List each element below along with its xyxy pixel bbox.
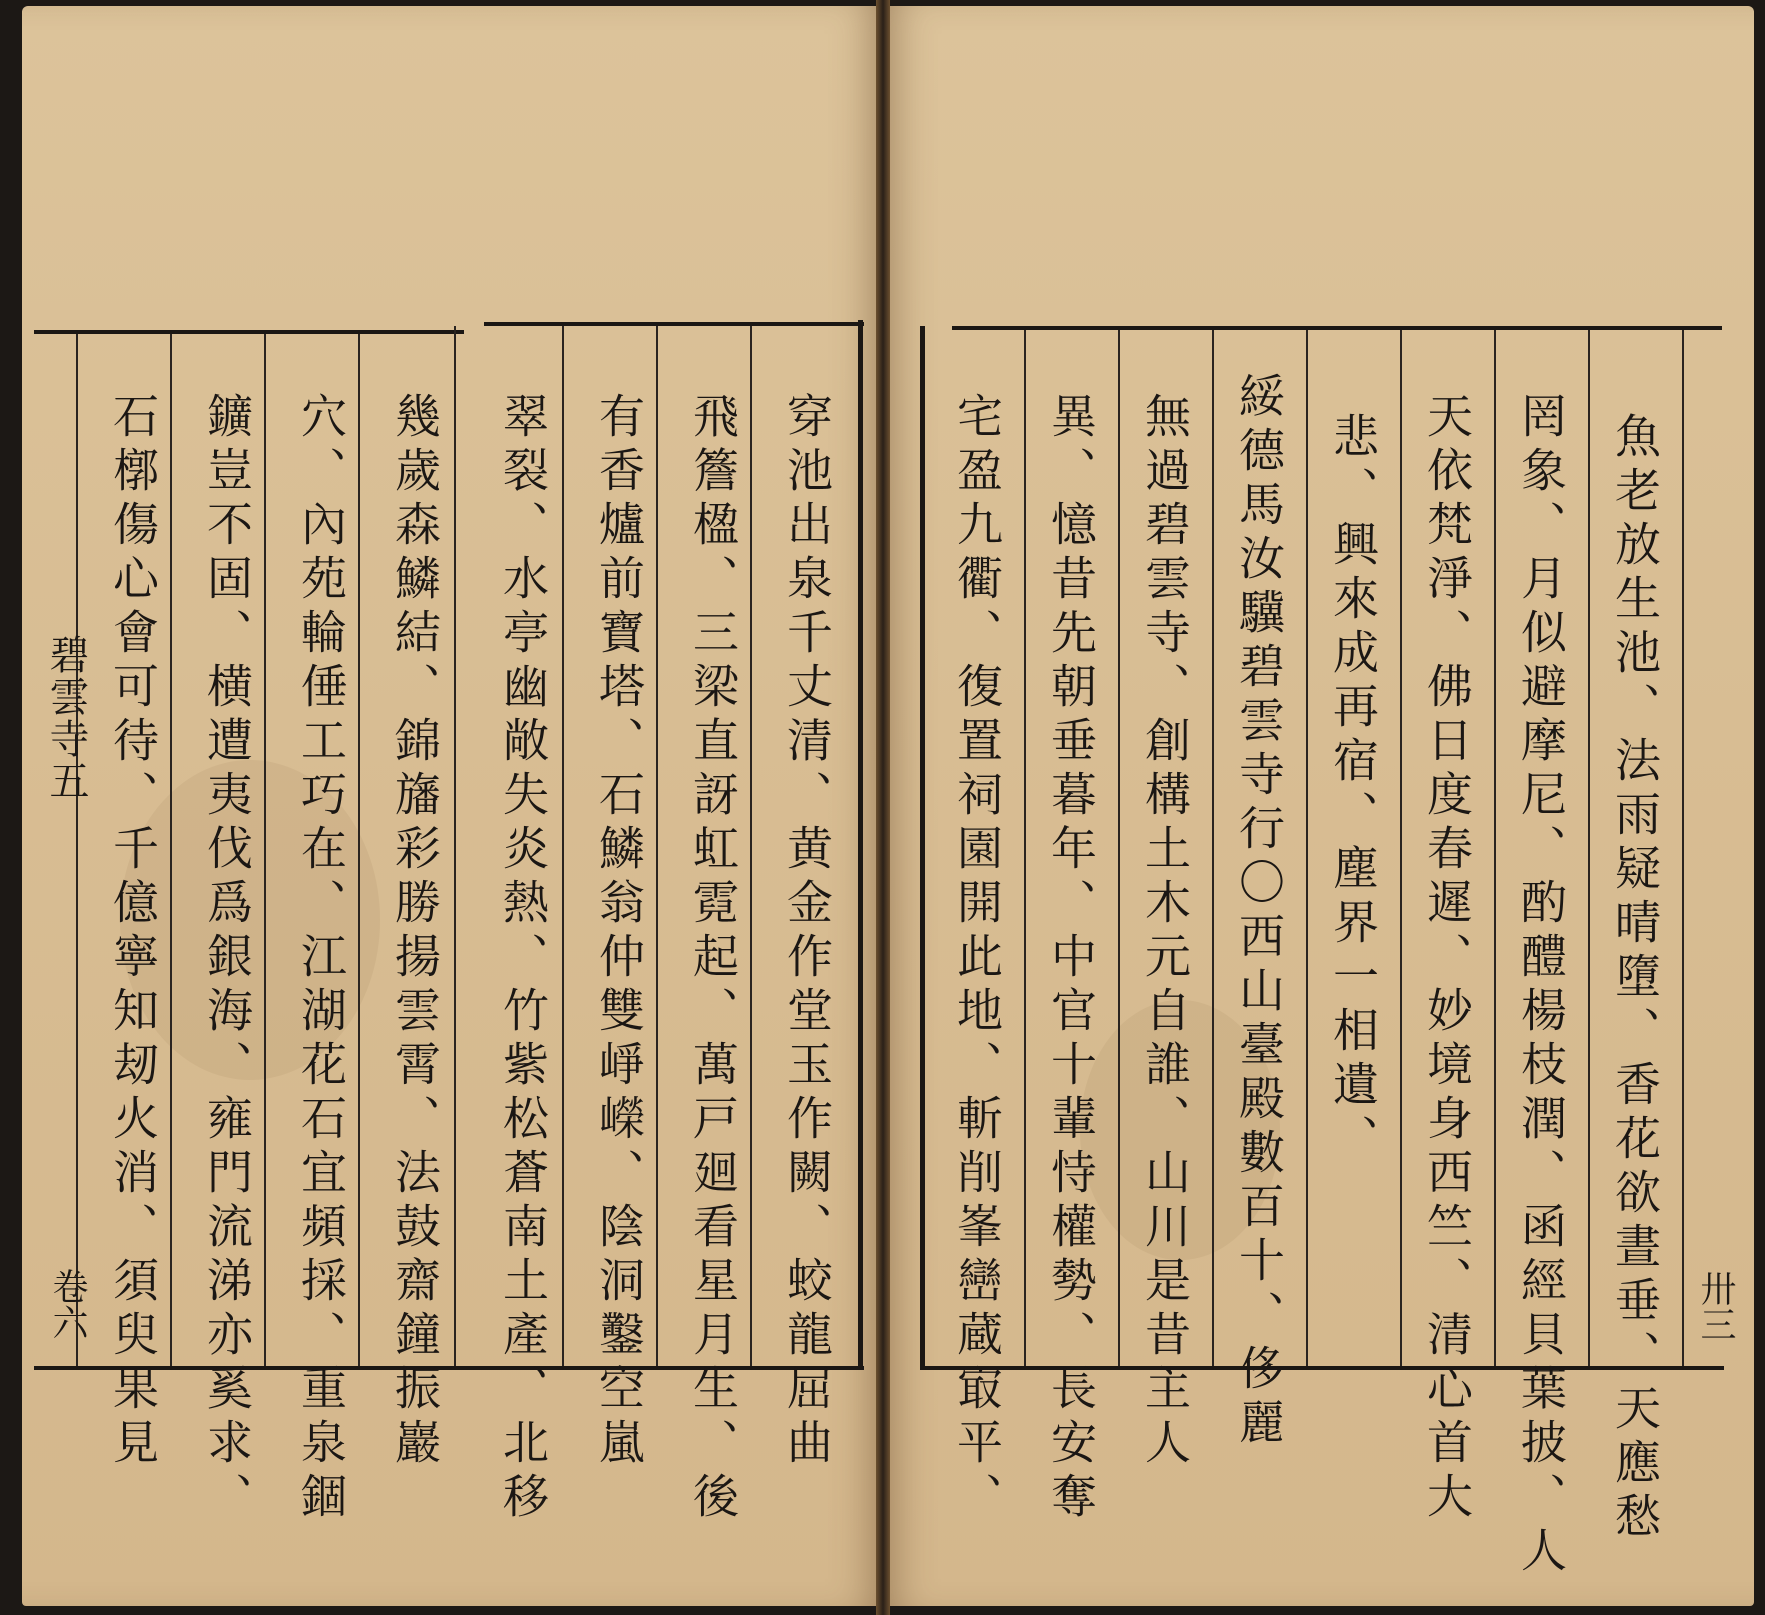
col-divider [750, 326, 752, 1366]
right-left-border [920, 326, 1724, 1370]
left-column-1: 穿池出泉千丈清、黄金作堂玉作闕、蛟龍屈曲 [780, 392, 834, 1472]
col-divider [1306, 330, 1308, 1366]
right-column-6: 無過碧雲寺、創構土木元自誰、山川是昔主人 [1138, 392, 1192, 1472]
folio-number: 卅三 [1695, 1270, 1736, 1342]
col-divider [454, 326, 456, 1366]
col-divider [264, 334, 266, 1366]
right-bottom-rule [920, 1366, 1724, 1370]
col-divider [170, 334, 172, 1366]
col-divider [1682, 330, 1684, 1366]
right-column-5: 綏德馬汝驥碧雲寺行〇西山臺殿數百十、侈麗 [1232, 372, 1286, 1452]
col-divider [562, 326, 564, 1366]
juan-number: 卷六 [47, 1268, 88, 1340]
right-column-4: 悲、興來成再宿、塵界一相遺、 [1326, 412, 1380, 1168]
right-column-8: 宅盈九衢、復置祠園開此地、斬削峯巒蔵㝡平、 [950, 392, 1004, 1526]
right-column-7: 異、憶昔先朝垂暮年、中官十輩恃權勢、長安奪 [1044, 392, 1098, 1526]
col-divider [656, 326, 658, 1366]
right-column-1: 魚老放生池、法雨疑晴墮、香花欲晝垂、天應愁 [1608, 412, 1662, 1546]
left-column-5: 幾歲森鱗結、錦旛彩勝揚雲霄、法鼓齋鐘振巖 [388, 392, 442, 1472]
col-divider [1024, 330, 1026, 1366]
left-column-7: 鑛豈不固、横遭夷伐爲銀海、雍門流涕亦奚求、 [200, 392, 254, 1526]
col-divider [1494, 330, 1496, 1366]
col-divider [1400, 330, 1402, 1366]
col-divider [76, 334, 78, 1366]
book-spine [876, 0, 890, 1615]
margin-title: 碧雲寺五 [43, 634, 89, 802]
left-column-4: 翠裂、水亭幽敞失炎熱、竹紫松蒼南土產、北移 [496, 392, 550, 1526]
left-top-rule-a [34, 330, 464, 334]
col-divider [358, 334, 360, 1366]
right-column-3: 天依梵淨、佛日度春遲、妙境身西竺、清心首大 [1420, 392, 1474, 1526]
col-divider [1212, 330, 1214, 1366]
left-column-6: 穴、內苑輪倕工巧在、江湖花石宜頻採、重泉錮 [294, 392, 348, 1526]
left-column-2: 飛簷楹、三梁直訝虹霓起、萬戸廻看星月生、後 [686, 392, 740, 1526]
col-divider [1118, 330, 1120, 1366]
left-column-8: 石槨傷心會可待、千億寧知刼火消、須臾果見 [106, 392, 160, 1472]
left-column-3: 有香爐前寶塔、石鱗翁仲雙崢嶸、陰洞鑿空嵐 [592, 392, 646, 1472]
right-column-2: 罔象、月似避摩尼、酌醴楊枝潤、函經貝葉披、人 [1514, 392, 1568, 1580]
col-divider [1588, 330, 1590, 1366]
